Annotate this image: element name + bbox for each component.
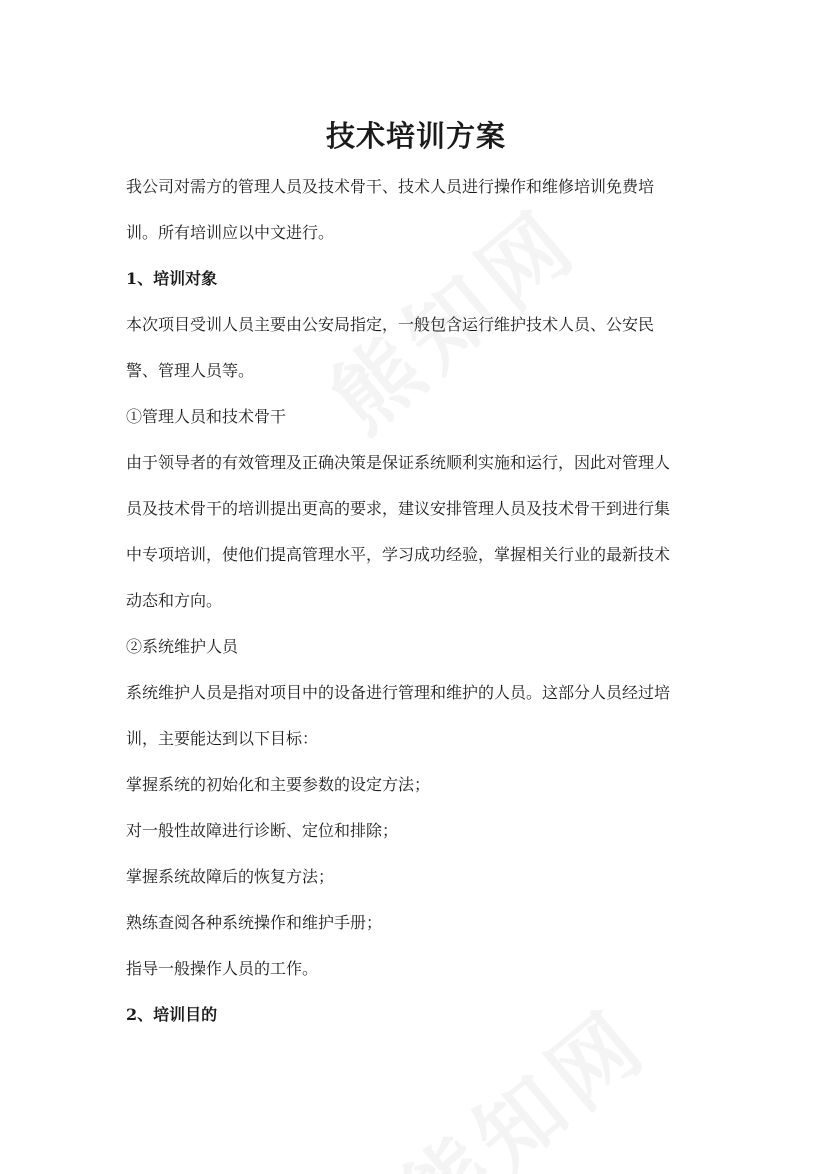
subsection-1-line-1: 由于领导者的有效管理及正确决策是保证系统顺利实施和运行，因此对管理人 <box>126 453 671 472</box>
goal-item: 熟练查阅各种系统操作和维护手册； <box>126 913 383 932</box>
section-1-para-line-1: 本次项目受训人员主要由公安局指定，一般包含运行维护技术人员、公安民 <box>126 315 655 334</box>
subsection-1-heading: ①管理人员和技术骨干 <box>126 407 287 426</box>
document-title: 技术培训方案 <box>325 119 506 153</box>
intro-line-2: 训。所有培训应以中文进行。 <box>126 223 335 242</box>
intro-line-1: 我公司对需方的管理人员及技术骨干、技术人员进行操作和维修培训免费培 <box>126 177 655 196</box>
subsection-1-line-3: 中专项培训，使他们提高管理水平，学习成功经验，掌握相关行业的最新技术 <box>126 545 671 564</box>
section-1-heading: 1、培训对象 <box>126 269 218 288</box>
subsection-1-line-2: 员及技术骨干的培训提出更高的要求，建议安排管理人员及技术骨干到进行集 <box>126 499 671 518</box>
goal-item: 掌握系统的初始化和主要参数的设定方法； <box>126 775 431 794</box>
subsection-1-line-4: 动态和方向。 <box>126 591 223 610</box>
goal-item: 对一般性故障进行诊断、定位和排除； <box>126 821 399 840</box>
goal-item: 指导一般操作人员的工作。 <box>126 959 319 978</box>
goal-item: 掌握系统故障后的恢复方法； <box>126 867 335 886</box>
document-body <box>126 112 706 1038</box>
subsection-2-heading: ②系统维护人员 <box>126 637 239 656</box>
section-2-heading: 2、培训目的 <box>126 1005 218 1024</box>
subsection-2-line-1: 系统维护人员是指对项目中的设备进行管理和维护的人员。这部分人员经过培 <box>126 683 671 702</box>
section-1-para-line-2: 警、管理人员等。 <box>126 361 255 380</box>
subsection-2-line-2: 训，主要能达到以下目标： <box>126 729 319 748</box>
